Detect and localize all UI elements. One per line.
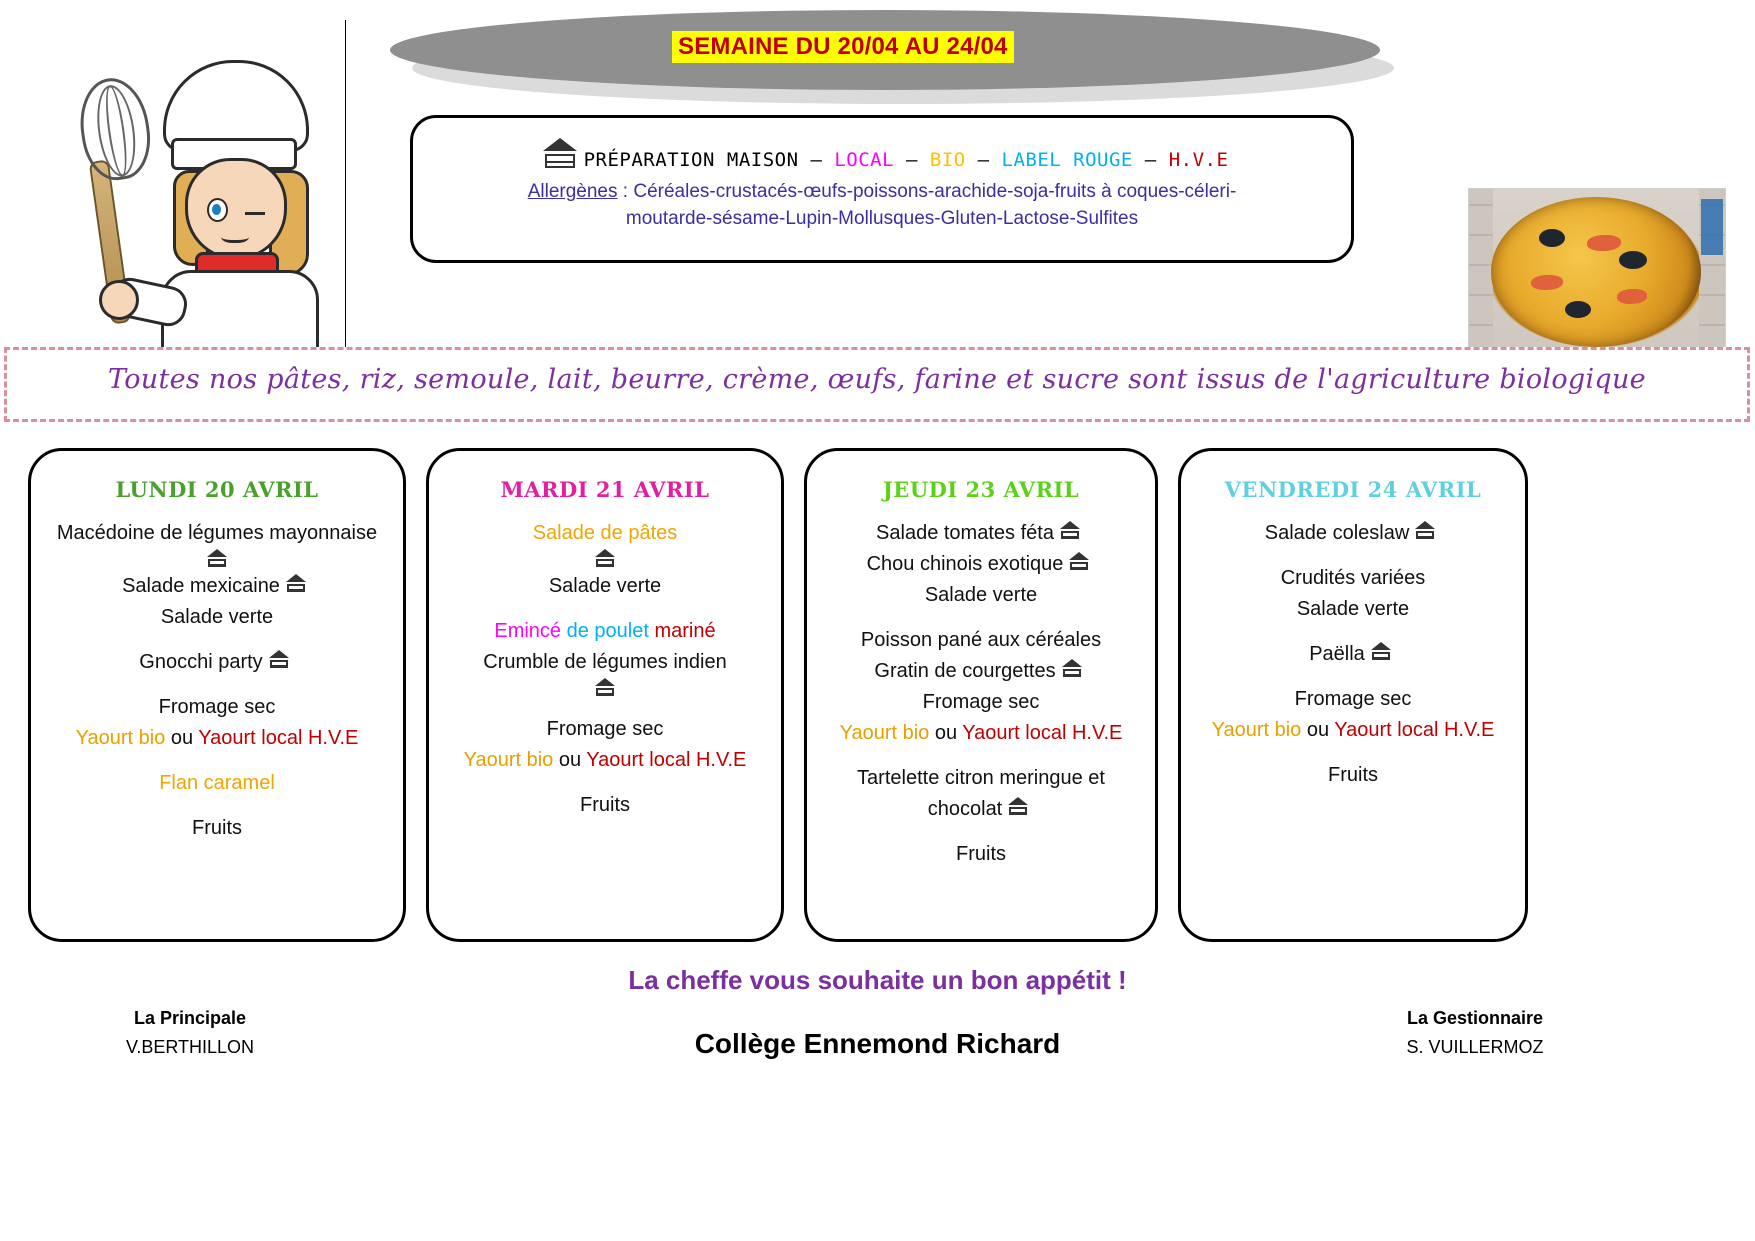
day-title: LUNDI 20 AVRIL: [115, 477, 319, 502]
signature-principale: [60, 1008, 320, 1058]
house-icon: [267, 650, 291, 672]
menu-item-text: Gnocchi party: [139, 651, 263, 673]
menu-item-fruits: Fruits: [956, 843, 1006, 865]
info-box: [410, 115, 1354, 263]
ou-text: ou: [170, 727, 194, 749]
chef-mouth: [221, 228, 249, 243]
photo-tile-left: [1469, 189, 1493, 354]
menu-item: Fromage sec: [1294, 688, 1412, 710]
yaourt-hve-text: Yaourt local H.V.E: [1334, 719, 1495, 741]
menu-item-text: chocolat: [927, 798, 1003, 820]
menu-item-fruits: Fruits: [192, 817, 242, 839]
sep-3: –: [1132, 149, 1169, 171]
photo-blue-label: [1701, 199, 1723, 255]
menu-item: Salade verte: [160, 606, 274, 628]
house-icon: [1060, 659, 1084, 681]
yaourt-bio-text: Yaourt bio: [1211, 719, 1302, 741]
menu-item: Crumble de légumes indien: [483, 651, 727, 673]
menu-item-text: Chou chinois exotique: [866, 553, 1064, 575]
hve-label: H.V.E: [1168, 149, 1229, 171]
signature-gestionnaire: [1330, 1008, 1620, 1058]
allergenes-line-1: Céréales-crustacés-œufs-poissons-arachide-soja-fruits à coques-céleri-: [633, 181, 1237, 202]
menu-item-text: Salade coleslaw: [1264, 522, 1410, 544]
menu-item: Fromage sec: [158, 696, 276, 718]
label-rouge-label: LABEL ROUGE: [1001, 149, 1133, 171]
yaourt-hve-text: Yaourt local H.V.E: [962, 722, 1123, 744]
house-icon: [540, 138, 580, 174]
day-menu-mardi: [429, 518, 781, 821]
chef-eye-right-wink: [245, 208, 265, 215]
paella-pan: [1491, 197, 1701, 347]
emince-text: Emincé: [494, 620, 562, 642]
chef-eye-left: [207, 198, 228, 222]
preparation-line: [413, 138, 1351, 174]
day-menu-lundi: [31, 518, 403, 844]
day-menu-vendredi: [1181, 518, 1525, 791]
house-icon: [593, 678, 617, 700]
menu-item-text: Salade mexicaine: [122, 575, 280, 597]
signature-role: La Principale: [133, 1008, 247, 1028]
house-icon: [205, 549, 229, 571]
house-icon: [1006, 797, 1030, 819]
menu-item-yaourt: [31, 723, 403, 754]
ou-text: ou: [1306, 719, 1330, 741]
menu-item: Fromage sec: [546, 718, 664, 740]
menu-item: Crudités variées: [1280, 567, 1426, 589]
mussel-2: [1619, 251, 1647, 269]
house-icon: [1058, 521, 1082, 543]
menu-item: Macédoine de légumes mayonnaise: [56, 522, 378, 544]
day-card-mardi[interactable]: [426, 448, 784, 942]
menu-item-plat: [429, 616, 781, 647]
day-title: JEUDI 23 AVRIL: [882, 477, 1080, 502]
week-title: SEMAINE DU 20/04 AU 24/04: [672, 31, 1014, 63]
paella-photo: [1468, 188, 1726, 355]
mussel-3: [1565, 301, 1591, 318]
signature-name: S. VUILLERMOZ: [1406, 1037, 1544, 1057]
house-icon: [1413, 521, 1437, 543]
menu-item: Salade de pâtes: [532, 522, 678, 544]
poulet-text: de poulet: [566, 620, 649, 642]
menu-item: [807, 794, 1155, 825]
menu-item-yaourt: [807, 718, 1155, 749]
allergenes-label: Allergènes: [527, 181, 618, 202]
bio-banner-text: Toutes nos pâtes, riz, semoule, lait, beurre, crème, œufs, farine et sucre sont issus de l'agriculture biologique: [108, 364, 1646, 395]
chef-face: [185, 158, 287, 260]
day-card-jeudi[interactable]: [804, 448, 1158, 942]
menu-item-text: Paëlla: [1309, 643, 1365, 665]
header-band: [0, 0, 1755, 392]
menu-item: Salade verte: [924, 584, 1038, 606]
allergenes-sep: :: [617, 181, 634, 202]
mussel-1: [1539, 229, 1565, 247]
college-name: Collège Ennemond Richard: [694, 1028, 1061, 1059]
shrimp-1: [1587, 235, 1621, 251]
bio-banner: [4, 347, 1750, 422]
chef-hand: [99, 280, 139, 320]
menu-item: [31, 571, 403, 602]
menu-item: [31, 647, 403, 678]
yaourt-bio-text: Yaourt bio: [839, 722, 930, 744]
whisk-head-icon: [74, 74, 156, 184]
day-title: VENDREDI 24 AVRIL: [1224, 477, 1482, 502]
allergenes-block: [413, 178, 1351, 232]
yaourt-hve-text: Yaourt local H.V.E: [198, 727, 359, 749]
house-icon: [284, 574, 308, 596]
yaourt-hve-text: Yaourt local H.V.E: [586, 749, 747, 771]
yaourt-bio-text: Yaourt bio: [75, 727, 166, 749]
house-icon: [1369, 642, 1393, 664]
marine-text: mariné: [654, 620, 716, 642]
house-icon: [1067, 552, 1091, 574]
menu-item-text: Salade tomates féta: [876, 522, 1054, 544]
menu-item-dessert: Flan caramel: [159, 772, 275, 794]
day-card-vendredi[interactable]: [1178, 448, 1528, 942]
menu-item-fruits: Fruits: [1328, 764, 1378, 786]
menu-item: [807, 518, 1155, 549]
header-divider: [345, 20, 346, 350]
sep-2: –: [965, 149, 1002, 171]
day-card-lundi[interactable]: [28, 448, 406, 942]
footer: [0, 960, 1755, 1241]
menu-item-yaourt: [429, 745, 781, 776]
menu-item: Tartelette citron meringue et: [857, 767, 1105, 789]
day-title: MARDI 21 AVRIL: [500, 477, 710, 502]
bio-label: BIO: [929, 149, 966, 171]
menu-item-fruits: Fruits: [580, 794, 630, 816]
menu-item: Salade verte: [1296, 598, 1410, 620]
menu-days: [28, 448, 1728, 948]
allergenes-line-2: moutarde-sésame-Lupin-Mollusques-Gluten-Lactose-Sulfites: [625, 208, 1139, 229]
menu-item-text: Gratin de courgettes: [874, 660, 1056, 682]
menu-item-yaourt: [1181, 715, 1525, 746]
bon-appetit-message: La cheffe vous souhaite un bon appétit !: [628, 965, 1127, 995]
signature-name: V.BERTHILLON: [125, 1037, 255, 1057]
shrimp-2: [1531, 275, 1563, 290]
signature-role: La Gestionnaire: [1406, 1008, 1544, 1028]
local-label: LOCAL: [834, 149, 895, 171]
sep-1: –: [894, 149, 930, 171]
ou-text: ou: [558, 749, 582, 771]
menu-item: [1181, 639, 1525, 670]
menu-item: Salade verte: [548, 575, 662, 597]
menu-item: [1181, 518, 1525, 549]
ou-text: ou: [934, 722, 958, 744]
day-menu-jeudi: [807, 518, 1155, 870]
house-icon: [593, 549, 617, 571]
menu-item: [807, 549, 1155, 580]
menu-item: Poisson pané aux céréales: [860, 629, 1102, 651]
menu-item: Fromage sec: [922, 691, 1040, 713]
yaourt-bio-text: Yaourt bio: [463, 749, 554, 771]
chef-illustration: [45, 30, 325, 350]
shrimp-3: [1617, 289, 1647, 304]
menu-item: [807, 656, 1155, 687]
preparation-maison-label: PRÉPARATION MAISON –: [583, 149, 835, 171]
